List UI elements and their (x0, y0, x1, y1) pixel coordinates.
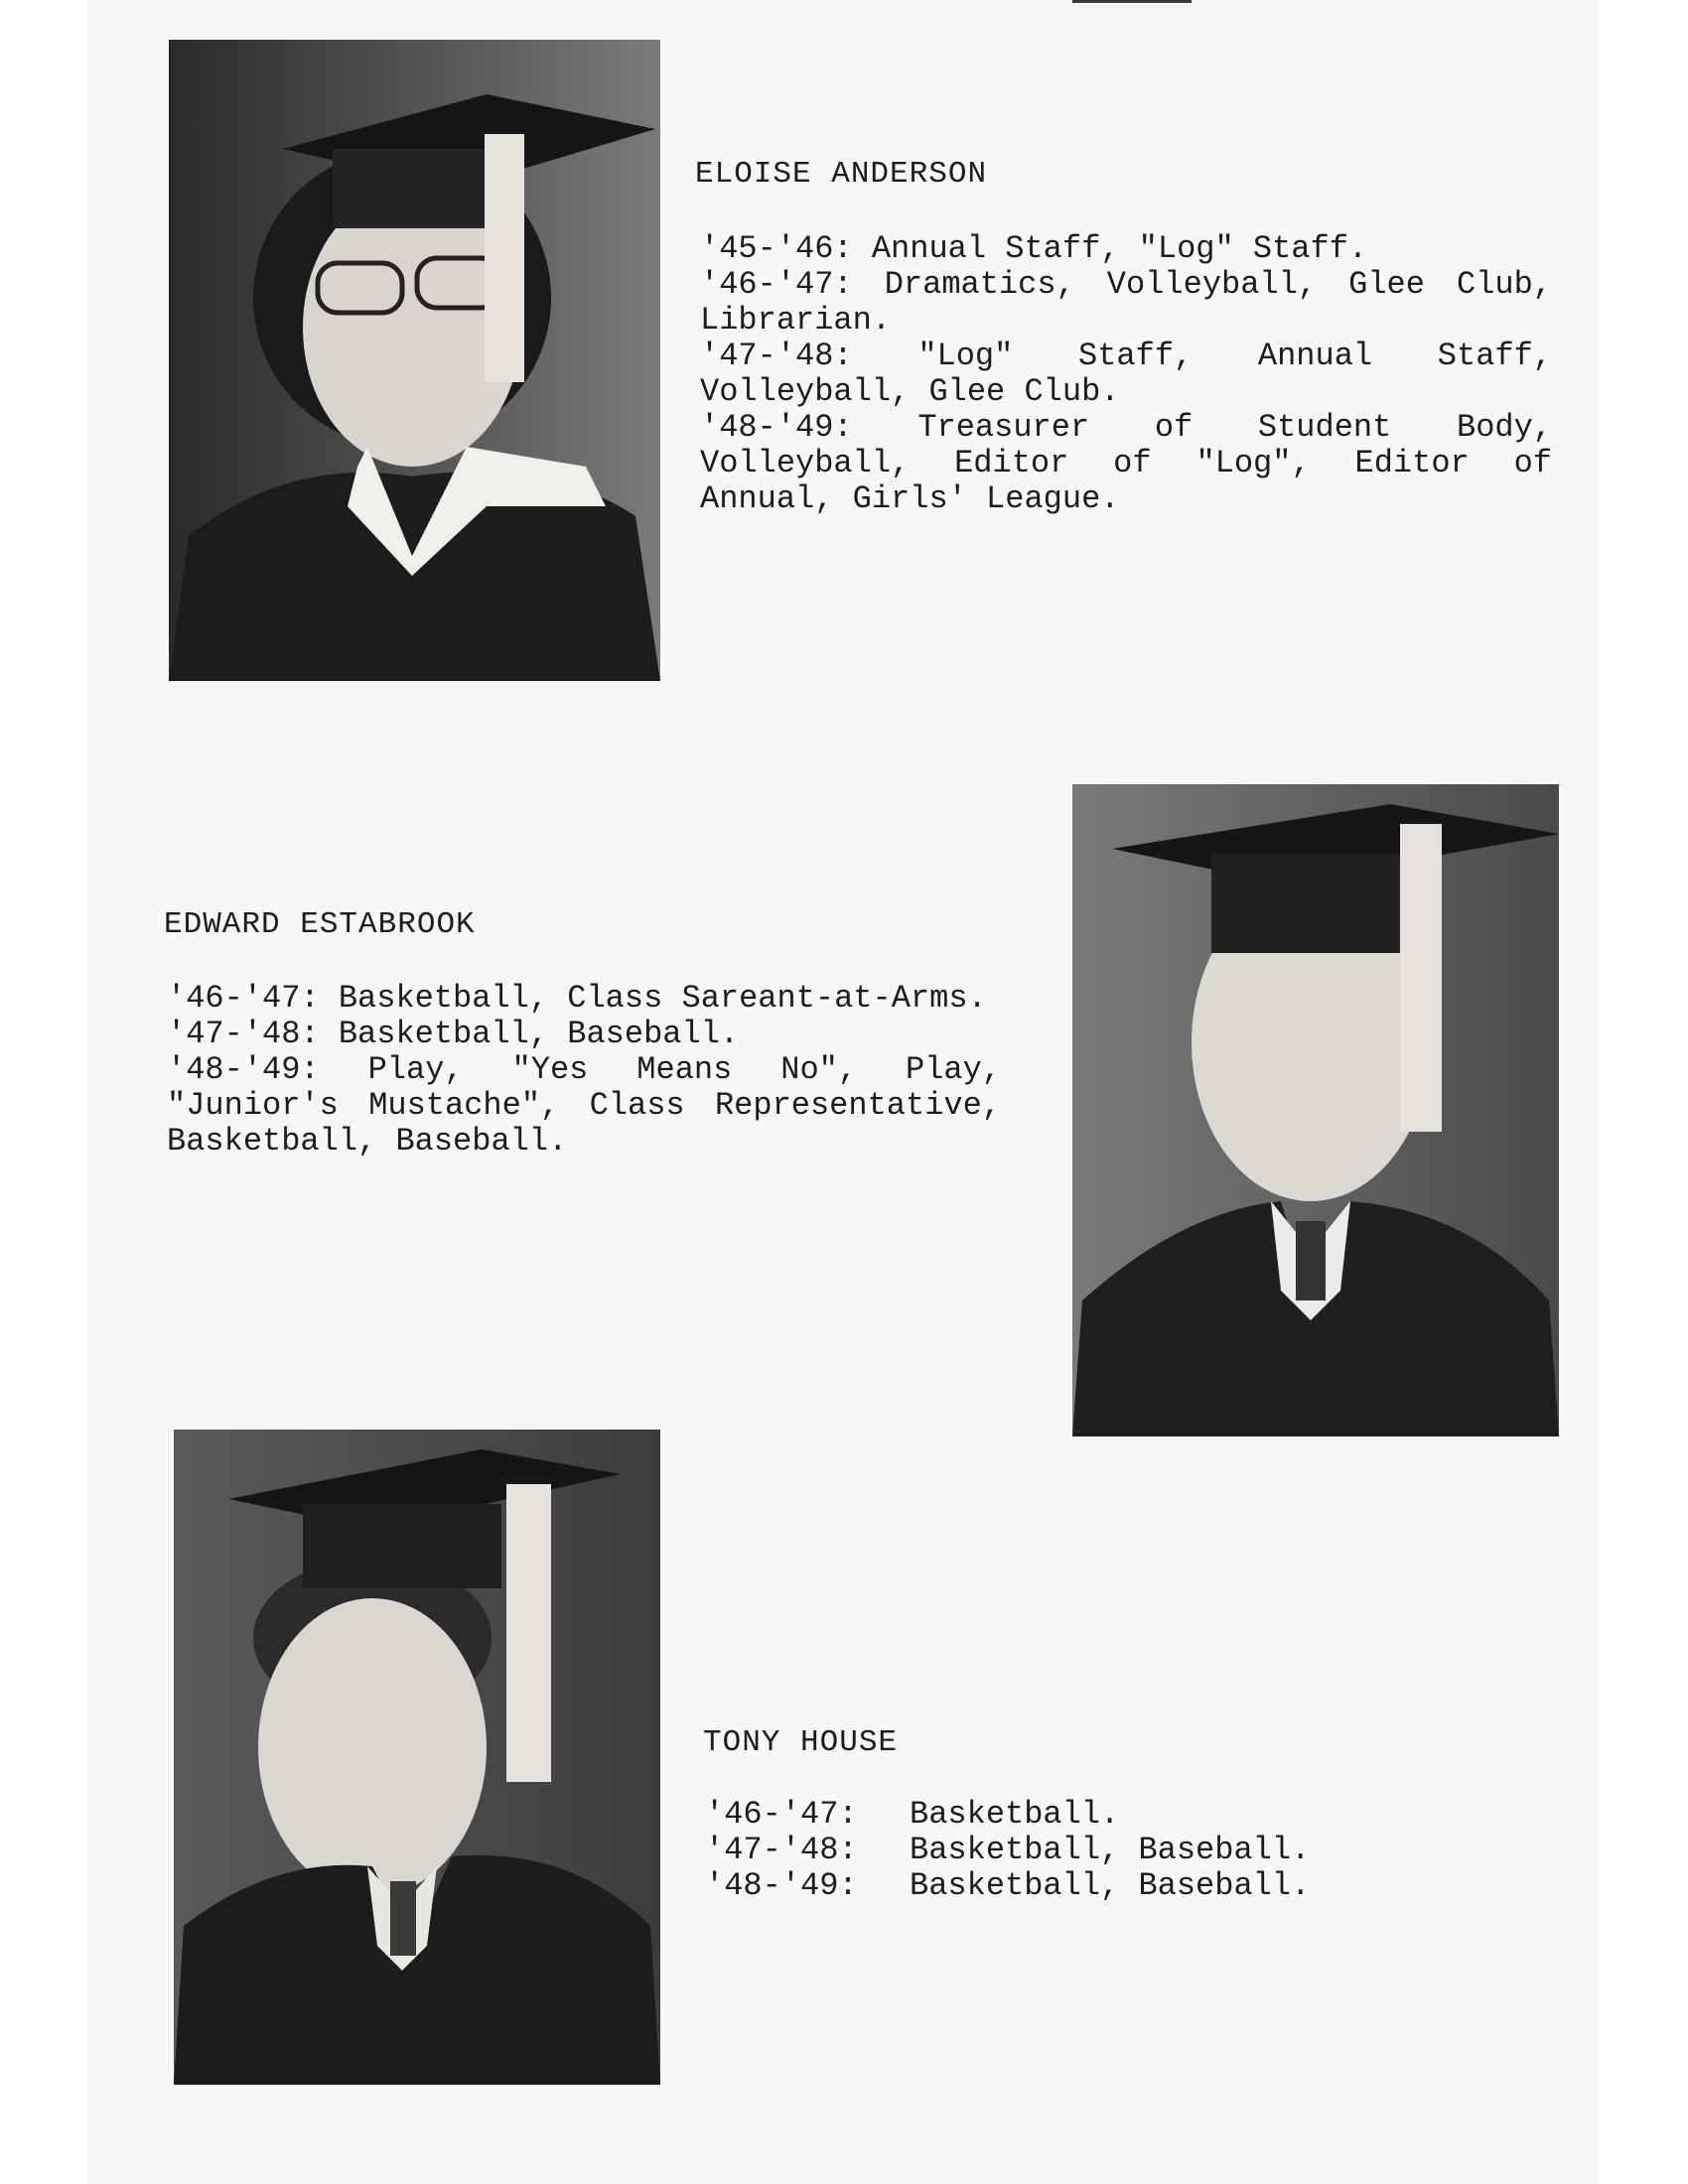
school-years: '46-'47: (167, 980, 320, 1017)
portrait-tony-house (174, 1430, 660, 2085)
activity-entry (167, 1052, 1001, 1160)
activity-text: "Log" Staff, Annual Staff, Volleyball, Glee Club. (700, 338, 1553, 410)
portrait-eloise-anderson (169, 40, 660, 681)
student-name: TONY HOUSE (703, 1725, 899, 1760)
activity-text: Treasurer of Student Body, Volleyball, Editor of "Log", Editor of Annual, Girls' League. (700, 409, 1553, 517)
school-years: '46-'47: (705, 1796, 858, 1833)
activity-entry (700, 410, 1552, 517)
activity-entry (167, 981, 1001, 1017)
activity-list (705, 1797, 1420, 1904)
activity-entry (705, 1797, 1420, 1833)
school-years: '48-'49: (700, 409, 853, 446)
student-name: EDWARD ESTABROOK (164, 907, 476, 942)
activity-entry (705, 1868, 1420, 1904)
activity-text: Basketball. (910, 1796, 1120, 1833)
school-years: '45-'46: (700, 230, 853, 267)
portrait-edward-estabrook (1072, 784, 1559, 1436)
activity-entry (700, 339, 1552, 410)
activity-entry (700, 267, 1552, 339)
activity-text: Basketball, Class Sareant-at-Arms. (338, 980, 987, 1017)
page-edge-mark (1072, 0, 1192, 3)
activity-text: Basketball, Baseball. (910, 1867, 1311, 1904)
school-years: '47-'48: (705, 1832, 858, 1868)
school-years: '46-'47: (700, 266, 853, 303)
activity-entry (167, 1017, 1001, 1052)
activity-list (700, 231, 1552, 517)
school-years: '48-'49: (167, 1051, 320, 1088)
activity-entry (705, 1833, 1420, 1868)
activity-text: Basketball, Baseball. (338, 1016, 740, 1052)
school-years: '48-'49: (705, 1867, 858, 1904)
school-years: '47-'48: (700, 338, 853, 374)
activity-text: Basketball, Baseball. (910, 1832, 1311, 1868)
activity-text: Dramatics, Volleyball, Glee Club, Librarian. (700, 266, 1553, 339)
activity-text: Annual Staff, "Log" Staff. (871, 230, 1368, 267)
activity-entry (700, 231, 1552, 267)
activity-text: Play, "Yes Means No", Play, "Junior's Mustache", Class Representative, Basketball, Baseball. (167, 1051, 1002, 1160)
student-name: ELOISE ANDERSON (695, 157, 988, 192)
school-years: '47-'48: (167, 1016, 320, 1052)
activity-list (167, 981, 1001, 1160)
